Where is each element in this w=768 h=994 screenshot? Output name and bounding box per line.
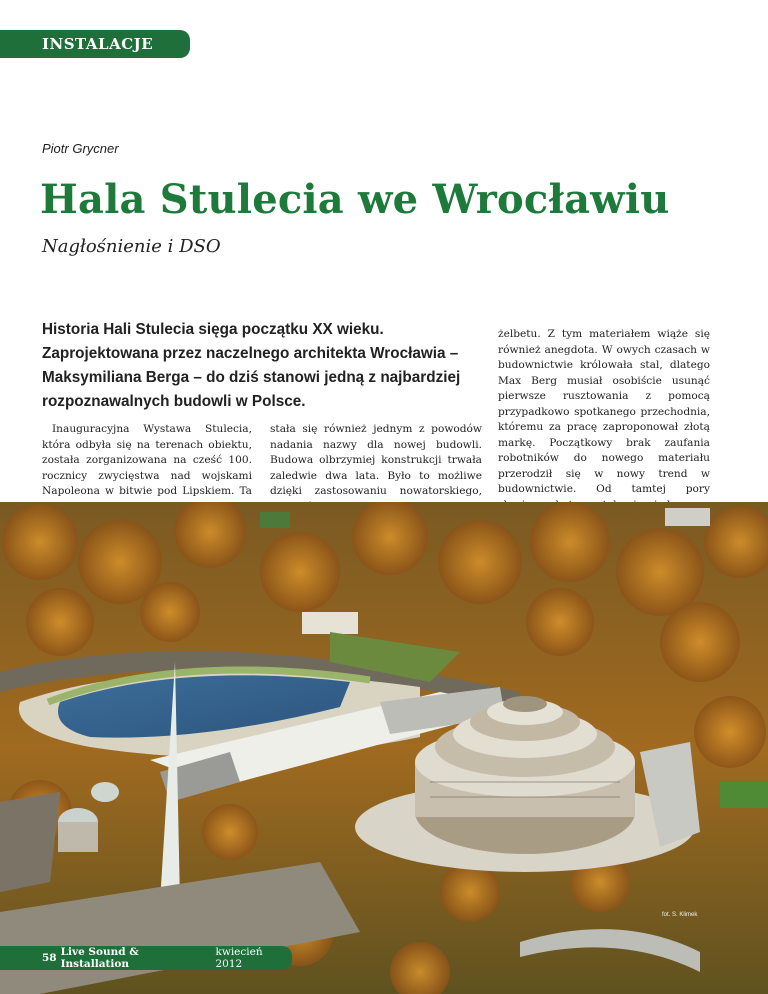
photo-credit: fot. S. Klimek	[662, 912, 698, 918]
page-footer	[0, 946, 292, 970]
aerial-photo-illustration	[0, 502, 768, 994]
article-title: Hala Stulecia we Wrocławiu	[40, 176, 670, 223]
page-number: 58	[42, 952, 57, 964]
aerial-photo	[0, 502, 768, 994]
author-name: Piotr Grycner	[42, 141, 119, 156]
article-lead: Historia Hali Stulecia sięga początku XX wieku. Zaprojektowana przez naczelnego architekta Wrocławia – Maksymiliana Berga – do dziś stanowi jedną z najbardziej rozpoznawalnych budowli w Polsce.	[42, 321, 461, 410]
section-label: INSTALACJE	[42, 35, 154, 53]
magazine-name: Live Sound & Installation	[60, 946, 139, 970]
body-column-3: żelbetu. Z tym materiałem wiąże się również anegdota. W owych czasach w budownictwie królowała stal, dlatego Max Berg musiał osobiście usunąć pierwsze rusztowania z pomocą przypadkowo spotkanego przechodnia, któremu za pracę zaproponował złotą markę. Początkowy brak zaufania robotników do nowego materiału przerodził się w nowy trend w budownictwie. Od tamtej pory	[498, 328, 710, 495]
article-subtitle: Nagłośnienie i DSO	[42, 236, 221, 257]
body-column-2: stała się również jednym z powodów nadania nazwy dla nowej budowli. Budowa olbrzymiej konstrukcji trwała zaledwie dwa lata. Było to możliwe dzięki zastosowaniu nowatorskiego,	[270, 423, 482, 497]
body-column-1: Inauguracyjna Wystawa Stulecia, która odbyła się na terenach obiektu, została zorganizowana na cześć 100. rocznicy zwycięstwa nad wojskami Napoleona w bitwie pod Lipskiem. Ta	[42, 423, 252, 497]
section-tab	[0, 30, 190, 58]
issue-date: kwiecień 2012	[215, 946, 263, 970]
